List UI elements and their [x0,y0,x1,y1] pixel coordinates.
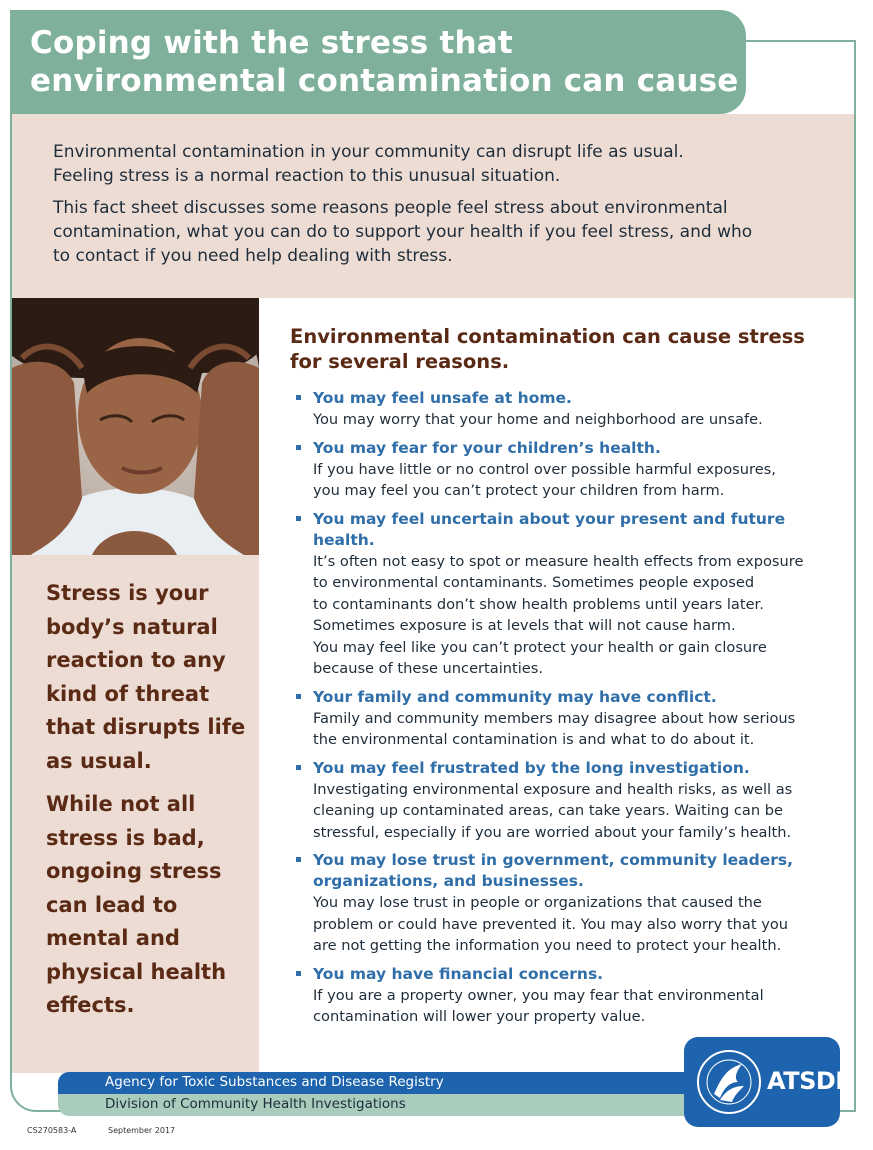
heading-line: Environmental contamination can cause stress [290,325,805,348]
intro-line: Environmental contamination in your community can disrupt life as usual. [53,142,684,162]
reason-item [290,850,830,957]
reason-body-line: to environmental contaminants. Sometimes people exposed [313,574,755,591]
reason-body-line: contamination will lower your property value. [313,1008,646,1025]
agency-bar [58,1072,698,1094]
sidebar-line: While not all [46,792,196,816]
sidebar-line: as usual. [46,748,152,773]
reason-body-line: because of these uncertainties. [313,660,544,677]
reason-body-line: Sometimes exposure is at levels that will not cause harm. [313,617,736,634]
square-bullet-icon [296,445,301,450]
sidebar-line: that disrupts life [46,715,246,739]
reason-body-line: It’s often not easy to spot or measure health effects from exposure [313,552,804,570]
reason-body-line: Family and community members may disagree about how serious [313,709,796,727]
reason-title: You may fear for your children’s health. [313,438,661,457]
atsdr-logo [684,1037,854,1127]
reason-body-line: If you are a property owner, you may fear that environmental [313,986,764,1004]
section-heading [290,325,830,374]
hhs-eagle-icon [694,1046,764,1118]
reason-body-line: the environmental contamination is and what to do about it. [313,731,755,748]
intro-paragraph-1 [53,140,814,188]
page-title [30,24,746,100]
title-line-2: environmental contamination can cause [30,63,739,99]
sidebar-line: reaction to any [46,648,226,672]
reason-title: Your family and community may have conflict. [313,687,717,706]
reasons-list [290,388,830,1028]
intro-section [12,114,854,298]
intro-line: to contact if you need help dealing with stress. [53,246,453,266]
reason-item [290,438,830,502]
intro-line: contamination, what you can do to support your health if you feel stress, and who [53,222,753,242]
intro-line: Feeling stress is a normal reaction to this unusual situation. [53,166,561,186]
square-bullet-icon [296,765,301,770]
square-bullet-icon [296,395,301,400]
reason-body-line: cleaning up contaminated areas, can take years. Waiting can be [313,802,783,819]
reason-body-line: Investigating environmental exposure and health risks, as well as [313,780,793,798]
square-bullet-icon [296,971,301,976]
reason-title: You may feel unsafe at home. [313,389,572,407]
sidebar-line: kind of threat [46,681,210,706]
reason-item [290,509,830,680]
reason-body-line: problem or could have prevented it. You may also worry that you [313,915,789,933]
sidebar-line: body’s natural [46,614,218,639]
sidebar-line: ongoing stress [46,859,222,883]
sidebar-line: stress is bad, [46,825,205,850]
sidebar-line: can lead to [46,892,178,917]
heading-line: for several reasons. [290,349,510,373]
intro-line: This fact sheet discusses some reasons people feel stress about environmental [53,198,728,218]
division-name: Division of Community Health Investigations [105,1096,406,1112]
reason-title: You may have financial concerns. [313,964,604,983]
reason-body-line: you may feel you can’t protect your children from harm. [313,482,725,499]
square-bullet-icon [296,857,301,862]
publication-date: September 2017 [108,1126,176,1135]
reason-body-line: If you have little or no control over possible harmful exposures, [313,460,776,478]
sidebar-line: effects. [46,993,135,1017]
reason-body-line: stressful, especially if you are worried about your family’s health. [313,823,792,841]
square-bullet-icon [296,516,301,521]
reason-title: You may feel frustrated by the long investigation. [313,758,750,777]
reason-title: You may lose trust in government, community leaders, [313,851,793,869]
division-bar [58,1094,698,1116]
reason-item [290,388,830,431]
reason-body-line: to contaminants don’t show health problems until years later. [313,595,764,613]
sidebar-line: physical health [46,959,227,984]
photo-illustration [12,298,259,555]
reason-body-line: You may lose trust in people or organizations that caused the [313,894,762,911]
document-code: CS270583-A [27,1126,77,1135]
reason-item [290,687,830,751]
sidebar-paragraph-1 [46,577,251,778]
sidebar-callout [12,555,259,1073]
reason-item [290,758,830,844]
intro-paragraph-2 [53,196,814,268]
sidebar-paragraph-2 [46,788,251,1023]
sidebar-line: Stress is your [46,581,209,605]
stressed-woman-photo [12,298,259,555]
sidebar-line: mental and [46,926,180,950]
title-banner [10,10,746,114]
main-content [290,325,830,1035]
reason-title: You may feel uncertain about your present and future health. [313,509,786,549]
reason-body-line: You may feel like you can’t protect your health or gain closure [313,638,767,656]
title-line-1: Coping with the stress that [30,25,513,61]
logo-wordmark: ATSDR [767,1067,854,1095]
square-bullet-icon [296,694,301,699]
agency-name: Agency for Toxic Substances and Disease Registry [105,1074,444,1090]
reason-body-line: are not getting the information you need to protect your health. [313,937,782,954]
reason-item [290,964,830,1028]
reason-body-line: You may worry that your home and neighborhood are unsafe. [313,411,763,428]
reason-title: organizations, and businesses. [313,872,584,890]
